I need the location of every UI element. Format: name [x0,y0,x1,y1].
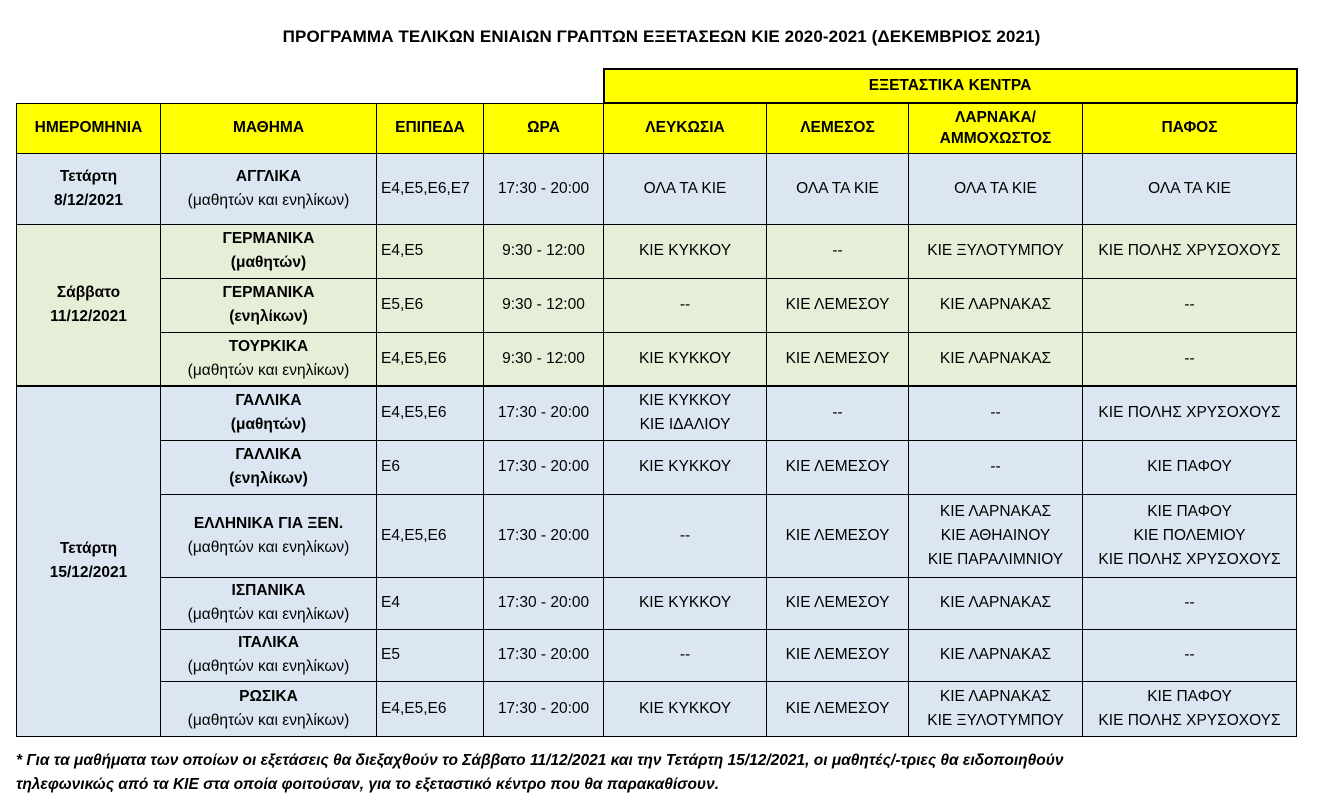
table-row [17,577,1297,629]
pafos-cell: -- [1083,577,1297,629]
larnaka-cell: ΚΙΕ ΞΥΛΟΤΥΜΠΟΥ [909,224,1083,278]
subject-cell: ΕΛΛΗΝΙΚΑ ΓΙΑ ΞΕΝ. (μαθητών και ενηλίκων) [161,494,377,577]
subject-cell: ΓΑΛΛΙΚΑ (μαθητών) [161,386,377,440]
lefkosia-cell: ΚΙΕ ΚΥΚΚΟΥ [604,681,767,736]
levels-cell: Ε4,Ε5,Ε6 [377,494,484,577]
pafos-cell: ΚΙΕ ΠΟΛΗΣ ΧΡΥΣΟΧΟΥΣ [1083,224,1297,278]
col-header-pafos: ΠΑΦΟΣ [1083,103,1297,153]
col-header-date: ΗΜΕΡΟΜΗΝΙΑ [17,103,161,153]
time-cell: 17:30 - 20:00 [484,629,604,681]
levels-cell: Ε4 [377,577,484,629]
lefkosia-cell: ΚΙΕ ΚΥΚΚΟΥ ΚΙΕ ΙΔΑΛΙΟΥ [604,386,767,440]
table-row [17,224,1297,278]
subject-cell: ΓΑΛΛΙΚΑ (ενηλίκων) [161,440,377,494]
levels-cell: Ε4,Ε5,Ε6 [377,332,484,386]
date-cell: Τετάρτη 15/12/2021 [17,386,161,736]
lefkosia-cell: ΟΛΑ ΤΑ ΚΙΕ [604,153,767,224]
time-cell: 17:30 - 20:00 [484,153,604,224]
lefkosia-cell: ΚΙΕ ΚΥΚΚΟΥ [604,440,767,494]
time-cell: 17:30 - 20:00 [484,494,604,577]
larnaka-cell: ΚΙΕ ΛΑΡΝΑΚΑΣ [909,278,1083,332]
lemesos-cell: -- [767,386,909,440]
col-header-lefkosia: ΛΕΥΚΩΣΙΑ [604,103,767,153]
subject-cell: ΓΕΡΜΑΝΙΚΑ (μαθητών) [161,224,377,278]
col-header-time: ΩΡΑ [484,103,604,153]
table-row [17,629,1297,681]
exam-schedule-table [16,68,1298,737]
larnaka-cell: ΚΙΕ ΛΑΡΝΑΚΑΣ [909,332,1083,386]
levels-cell: Ε4,Ε5,Ε6 [377,386,484,440]
table-row [17,440,1297,494]
pafos-cell: ΟΛΑ ΤΑ ΚΙΕ [1083,153,1297,224]
table-row [17,494,1297,577]
larnaka-cell: ΟΛΑ ΤΑ ΚΙΕ [909,153,1083,224]
lemesos-cell: ΚΙΕ ΛΕΜΕΣΟΥ [767,278,909,332]
lemesos-cell: ΟΛΑ ΤΑ ΚΙΕ [767,153,909,224]
pafos-cell: -- [1083,278,1297,332]
footnote-line-2: τηλεφωνικώς από τα ΚΙΕ στα οποία φοιτούσαν, για το εξεταστικό κέντρο που θα παρακαθίσουν. [16,776,720,793]
subject-cell: ΙΣΠΑΝΙΚΑ (μαθητών και ενηλίκων) [161,577,377,629]
time-cell: 9:30 - 12:00 [484,278,604,332]
date-cell: Τετάρτη 8/12/2021 [17,153,161,224]
subject-cell: ΙΤΑΛΙΚΑ (μαθητών και ενηλίκων) [161,629,377,681]
time-cell: 17:30 - 20:00 [484,681,604,736]
time-cell: 17:30 - 20:00 [484,577,604,629]
time-cell: 9:30 - 12:00 [484,332,604,386]
lefkosia-cell: -- [604,494,767,577]
larnaka-cell: ΚΙΕ ΛΑΡΝΑΚΑΣ [909,577,1083,629]
time-cell: 9:30 - 12:00 [484,224,604,278]
lefkosia-cell: ΚΙΕ ΚΥΚΚΟΥ [604,577,767,629]
larnaka-cell: ΚΙΕ ΛΑΡΝΑΚΑΣ ΚΙΕ ΞΥΛΟΤΥΜΠΟΥ [909,681,1083,736]
time-cell: 17:30 - 20:00 [484,386,604,440]
col-header-levels: ΕΠΙΠΕΔΑ [377,103,484,153]
pafos-cell: -- [1083,629,1297,681]
col-header-lemesos: ΛΕΜΕΣΟΣ [767,103,909,153]
pafos-cell: ΚΙΕ ΠΑΦΟΥ ΚΙΕ ΠΟΛΕΜΙΟΥ ΚΙΕ ΠΟΛΗΣ ΧΡΥΣΟΧΟΥΣ [1083,494,1297,577]
table-row [17,386,1297,440]
footnote [16,749,1306,797]
col-header-larnaka: ΛΑΡΝΑΚΑ/ ΑΜΜΟΧΩΣΤΟΣ [909,103,1083,153]
lemesos-cell: ΚΙΕ ΛΕΜΕΣΟΥ [767,681,909,736]
table-row [17,153,1297,224]
larnaka-cell: -- [909,440,1083,494]
col-header-subject: ΜΑΘΗΜΑ [161,103,377,153]
pafos-cell: -- [1083,332,1297,386]
lemesos-cell: ΚΙΕ ΛΕΜΕΣΟΥ [767,494,909,577]
levels-cell: Ε4,Ε5,Ε6,Ε7 [377,153,484,224]
table-row [17,681,1297,736]
lemesos-cell: ΚΙΕ ΛΕΜΕΣΟΥ [767,440,909,494]
subject-cell: ΤΟΥΡΚΙΚΑ (μαθητών και ενηλίκων) [161,332,377,386]
levels-cell: Ε5,Ε6 [377,278,484,332]
subject-cell: ΓΕΡΜΑΝΙΚΑ (ενηλίκων) [161,278,377,332]
levels-cell: Ε4,Ε5,Ε6 [377,681,484,736]
larnaka-cell: ΚΙΕ ΛΑΡΝΑΚΑΣ [909,629,1083,681]
table-row [17,278,1297,332]
levels-cell: Ε4,Ε5 [377,224,484,278]
column-header-row [17,103,1297,153]
lefkosia-cell: -- [604,629,767,681]
larnaka-cell: -- [909,386,1083,440]
levels-cell: Ε6 [377,440,484,494]
lemesos-cell: -- [767,224,909,278]
pafos-cell: ΚΙΕ ΠΟΛΗΣ ΧΡΥΣΟΧΟΥΣ [1083,386,1297,440]
table-row [17,332,1297,386]
lefkosia-cell: ΚΙΕ ΚΥΚΚΟΥ [604,224,767,278]
date-cell: Σάββατο 11/12/2021 [17,224,161,386]
exam-centres-header: ΕΞΕΤΑΣΤΙΚΑ ΚΕΝΤΡΑ [604,69,1297,103]
pafos-cell: ΚΙΕ ΠΑΦΟΥ ΚΙΕ ΠΟΛΗΣ ΧΡΥΣΟΧΟΥΣ [1083,681,1297,736]
lefkosia-cell: ΚΙΕ ΚΥΚΚΟΥ [604,332,767,386]
lefkosia-cell: -- [604,278,767,332]
lemesos-cell: ΚΙΕ ΛΕΜΕΣΟΥ [767,332,909,386]
subject-cell: ΑΓΓΛΙΚΑ (μαθητών και ενηλίκων) [161,153,377,224]
page-title: ΠΡΟΓΡΑΜΜΑ ΤΕΛΙΚΩΝ ΕΝΙΑΙΩΝ ΓΡΑΠΤΩΝ ΕΞΕΤΑΣΕΩΝ ΚΙΕ 2020-2021 (ΔΕΚΕΜΒΡΙΟΣ 2021) [282,27,1041,46]
group-header-row [17,69,1297,103]
time-cell: 17:30 - 20:00 [484,440,604,494]
subject-cell: ΡΩΣΙΚΑ (μαθητών και ενηλίκων) [161,681,377,736]
lemesos-cell: ΚΙΕ ΛΕΜΕΣΟΥ [767,577,909,629]
larnaka-cell: ΚΙΕ ΛΑΡΝΑΚΑΣ ΚΙΕ ΑΘΗΑΙΝΟΥ ΚΙΕ ΠΑΡΑΛΙΜΝΙΟΥ [909,494,1083,577]
pafos-cell: ΚΙΕ ΠΑΦΟΥ [1083,440,1297,494]
footnote-line-1: * Για τα μαθήματα των οποίων οι εξετάσεις θα διεξαχθούν το Σάββατο 11/12/2021 και την Τετάρτη 15/12/2021, οι μαθητές/-τριες θα ειδοποιηθούν [16,752,1064,769]
lemesos-cell: ΚΙΕ ΛΕΜΕΣΟΥ [767,629,909,681]
levels-cell: Ε5 [377,629,484,681]
